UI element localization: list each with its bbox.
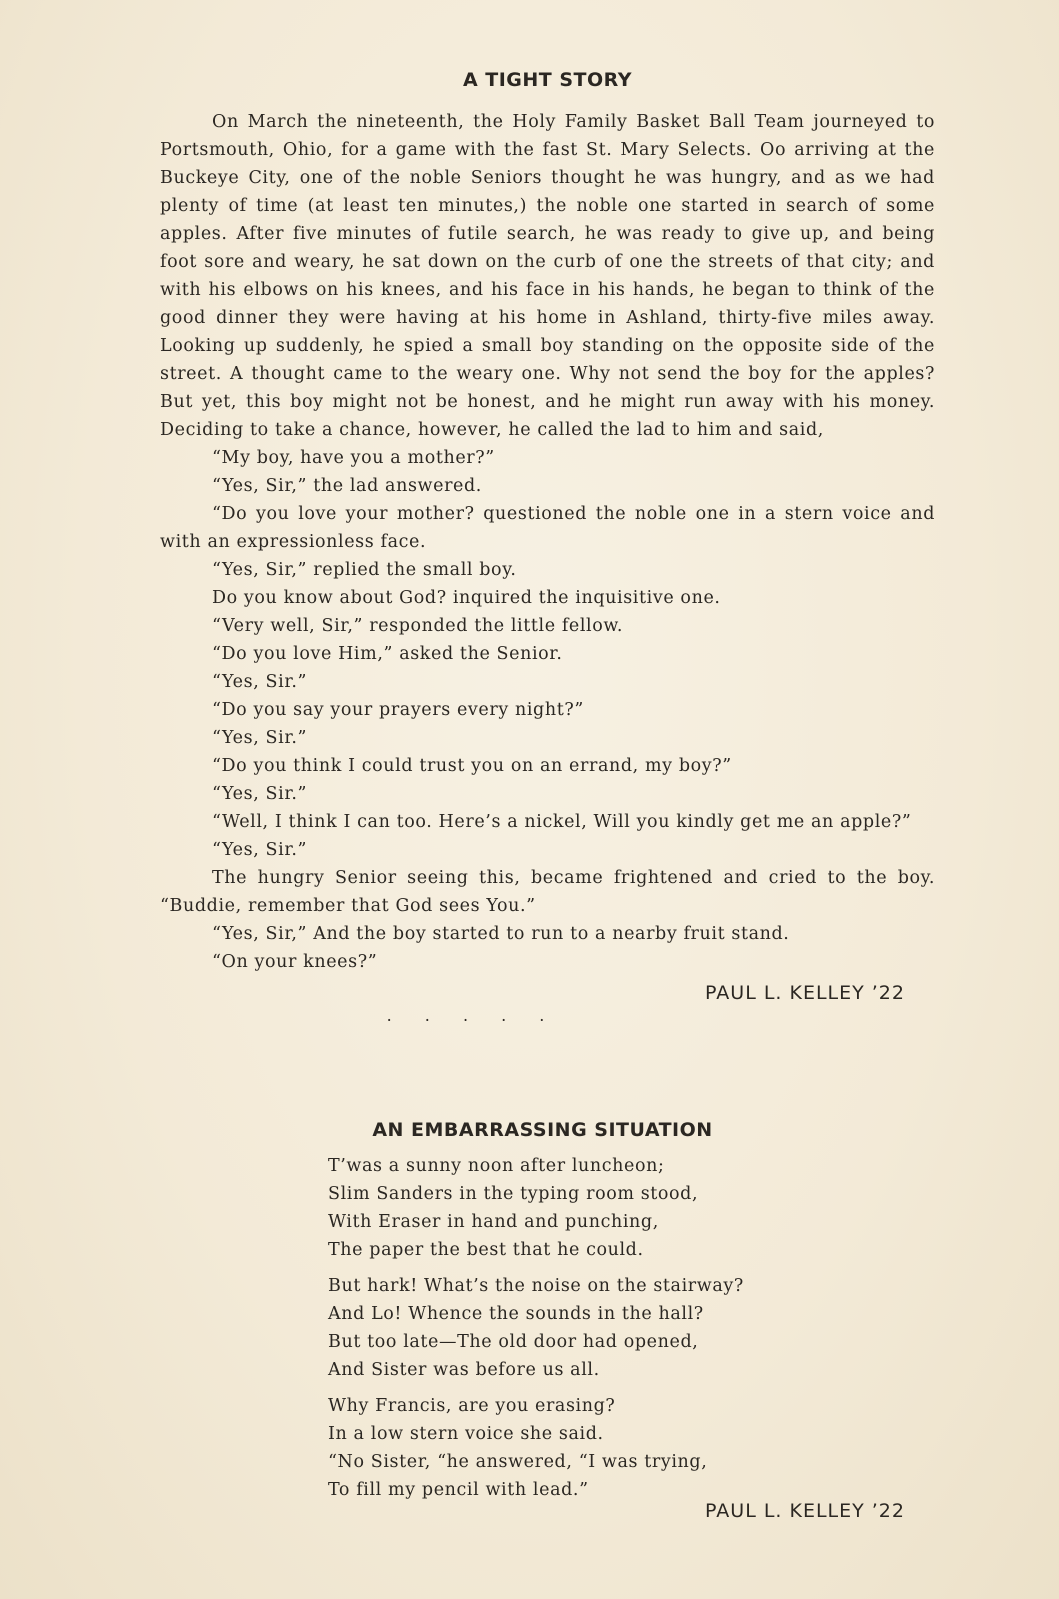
story-paragraph: “Yes, Sir.” bbox=[212, 672, 308, 692]
story-paragraph: The hungry Senior seeing this, became frightened and cried to the boy. “Buddie, remember that God sees You.” bbox=[160, 868, 935, 916]
story-paragraph: “Yes, Sir,” And the boy started to run to a nearby fruit stand. bbox=[212, 924, 790, 944]
poem-line: With Eraser in hand and punching, bbox=[328, 1212, 659, 1232]
poem-section bbox=[160, 1118, 935, 1524]
story-paragraph: “On your knees?” bbox=[212, 952, 378, 972]
poem-line: Slim Sanders in the typing room stood, bbox=[328, 1184, 699, 1204]
story-paragraph: “Yes, Sir.” bbox=[212, 728, 308, 748]
story-paragraph: “Do you think I could trust you on an errand, my boy?” bbox=[212, 756, 732, 776]
poem-line: In a low stern voice she said. bbox=[328, 1424, 604, 1444]
poem-line: The paper the best that he could. bbox=[328, 1240, 644, 1260]
poem-stanza bbox=[328, 1392, 935, 1504]
story-paragraph: “Yes, Sir.” bbox=[212, 784, 308, 804]
poem-title: AN EMBARRASSING SITUATION bbox=[372, 1119, 713, 1141]
story-paragraph: “Yes, Sir.” bbox=[212, 840, 308, 860]
story-title: A TIGHT STORY bbox=[462, 69, 633, 91]
story-paragraph: “Do you love Him,” asked the Senior. bbox=[212, 644, 563, 664]
poem-line: But hark! What’s the noise on the stairway? bbox=[328, 1276, 744, 1296]
story-paragraph: “Very well, Sir,” responded the little fellow. bbox=[212, 616, 624, 636]
story-paragraph: “Yes, Sir,” the lad answered. bbox=[212, 476, 482, 496]
story-byline: PAUL L. KELLEY ’22 bbox=[705, 982, 905, 1004]
story-paragraph: “Well, I think I can too. Here’s a nickel, Will you kindly get me an apple?” bbox=[212, 812, 912, 832]
poem-line: To fill my pencil with lead.” bbox=[328, 1480, 589, 1500]
story-paragraph: Do you know about God? inquired the inquisitive one. bbox=[212, 588, 721, 608]
poem-line: And Sister was before us all. bbox=[328, 1360, 600, 1380]
poem-line: “No Sister, “he answered, “I was trying, bbox=[328, 1452, 708, 1472]
story-paragraph: “Do you love your mother? questioned the noble one in a stern voice and with an expressionless face. bbox=[160, 504, 935, 552]
poem-stanza bbox=[328, 1152, 935, 1264]
poem-line: Why Francis, are you erasing? bbox=[328, 1396, 616, 1416]
story-section bbox=[160, 68, 935, 1026]
poem-line: But too late—The old door had opened, bbox=[328, 1332, 699, 1352]
story-paragraph: On March the nineteenth, the Holy Family Basket Ball Team journeyed to Portsmouth, Ohio, for a game with the fast St. Mary Selects. Oo arriving at the Buckeye City, one of the noble Seniors thought he was hungry, and as we had plenty of time (at least ten minutes,) the noble one started in search of some apples. After five minutes of futile search, he was ready to give up, and being foot sore and weary, he sat down on the curb of one the streets of that city; and with his elbows on his knees, and his face in his hands, he began to think of the good dinner they were having at his home in Ashland, thirty-five miles away. Looking up suddenly, he spied a small boy standing on the opposite side of the street. A thought came to the weary one. Why not send the boy for the apples? But yet, this boy might not be honest, and he might run away with his money. Deciding to take a chance, however, he called the lad to him and said, bbox=[160, 112, 935, 440]
story-paragraph: “Yes, Sir,” replied the small boy. bbox=[212, 560, 517, 580]
poem-byline: PAUL L. KELLEY ’22 bbox=[705, 1500, 905, 1522]
section-separator: . . . . . bbox=[386, 1006, 559, 1025]
poem-line: T’was a sunny noon after luncheon; bbox=[328, 1156, 665, 1176]
story-paragraph: “Do you say your prayers every night?” bbox=[212, 700, 584, 720]
poem-line: And Lo! Whence the sounds in the hall? bbox=[328, 1304, 704, 1324]
poem-stanza bbox=[328, 1272, 935, 1384]
story-paragraph: “My boy, have you a mother?” bbox=[212, 448, 495, 468]
